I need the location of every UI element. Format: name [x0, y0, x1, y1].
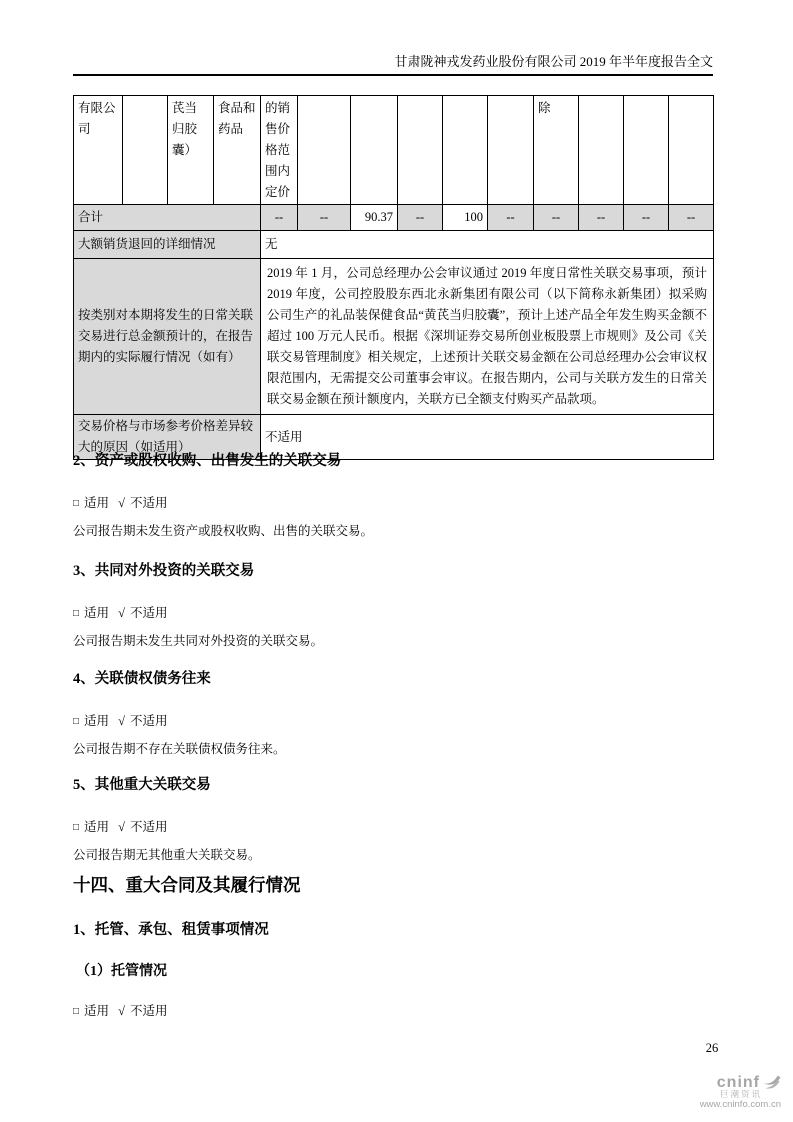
section-other-major-transactions	[73, 776, 718, 864]
total-value-cell: --	[298, 205, 351, 231]
total-value-cell: --	[669, 205, 714, 231]
checkbox-unchecked-icon: □	[73, 608, 80, 619]
section-related-credits-debts	[73, 670, 718, 758]
total-value-cell: 100	[443, 205, 488, 231]
row-value-cell: 不适用	[261, 415, 714, 460]
section-heading: 4、关联债权债务往来	[73, 671, 211, 687]
table-row-total	[74, 205, 714, 231]
section-heading: 2、资产或股权收购、出售发生的关联交易	[73, 453, 342, 469]
check-mark-icon: √	[118, 606, 125, 620]
table-header-cell	[351, 96, 398, 205]
table-header-cell	[579, 96, 624, 205]
applicability-line	[73, 819, 718, 836]
applicable-label: 适用	[84, 606, 110, 620]
header-rule	[73, 74, 713, 76]
table-header-cell: 有限公司	[74, 96, 123, 205]
check-mark-icon: √	[118, 714, 125, 728]
total-value-cell: --	[488, 205, 534, 231]
section-body: 公司报告期未发生共同对外投资的关联交易。	[73, 634, 324, 648]
related-transactions-table	[73, 95, 714, 460]
applicable-label: 适用	[84, 1004, 110, 1018]
table-header-cell	[123, 96, 168, 205]
chapter-heading: 十四、重大合同及其履行情况	[73, 875, 301, 895]
table-header-cell: 的销售价格范围内定价	[261, 96, 298, 205]
table-header-cell: 除	[534, 96, 579, 205]
table-header-cell	[669, 96, 714, 205]
applicability-line	[73, 495, 718, 512]
cninfo-swoosh-icon	[762, 1074, 781, 1090]
table-row-sales-returns	[74, 231, 714, 259]
total-value-cell: --	[579, 205, 624, 231]
total-value-cell: --	[398, 205, 443, 231]
not-applicable-label: 不适用	[129, 1004, 168, 1018]
total-value-cell: 90.37	[351, 205, 398, 231]
total-value-cell: --	[534, 205, 579, 231]
table-header-cell	[624, 96, 669, 205]
total-label-cell: 合计	[74, 205, 261, 231]
applicable-label: 适用	[84, 496, 110, 510]
table-header-cell	[488, 96, 534, 205]
checkbox-unchecked-icon: □	[73, 822, 80, 833]
performance-paragraph: 2019 年 1 月，公司总经理办公会审议通过 2019 年度日常性关联交易事项，预计 2019 年度，公司控股股东西北永新集团有限公司（以下简称永新集团）拟采购公司生产的礼品装保健食品“黄芪当归胶囊”，预计上述产品全年发生购买金额不超过 100 万元人民币。根据《深圳证券交易所创业板股票上市规则》及公司《关联交易管理制度》相关规定，上述预计关联交易金额在公司总经理办公会审议权限范围内，无需提交公司董事会审议。在报告期内，公司与关联方发生的日常关联交易金额在预计额度内，关联方已全额支付购买产品款项。	[267, 266, 707, 406]
table-header-cell: 芪当归胶囊）	[168, 96, 214, 205]
cninfo-logo-top	[700, 1074, 781, 1090]
total-value-cell: --	[624, 205, 669, 231]
applicable-label: 适用	[84, 820, 110, 834]
cninfo-logo	[700, 1074, 781, 1111]
table-header-cell	[298, 96, 351, 205]
table-row-performance	[74, 259, 714, 415]
checkbox-unchecked-icon: □	[73, 1006, 80, 1017]
page-title: 甘肃陇神戎发药业股份有限公司 2019 年半年度报告全文	[394, 54, 713, 69]
subsection-heading-custody: 1、托管、承包、租赁事项情况	[73, 922, 269, 938]
check-mark-icon: √	[118, 1004, 125, 1018]
cninfo-brand-text: cninf	[716, 1073, 760, 1091]
row-label-cell: 交易价格与市场参考价格差异较大的原因（如适用）	[74, 415, 261, 460]
table-header-cell	[398, 96, 443, 205]
table-row-header-continuation	[74, 96, 714, 205]
checkbox-unchecked-icon: □	[73, 498, 80, 509]
not-applicable-label: 不适用	[129, 496, 168, 510]
cninfo-chinese-name: 巨潮资讯	[719, 1089, 762, 1099]
applicability-line	[73, 605, 718, 622]
cninfo-url: www.cninfo.com.cn	[699, 1099, 781, 1110]
row-value-cell: 无	[261, 231, 714, 259]
applicability-line	[73, 1001, 167, 1019]
row-label-cell: 按类别对本期将发生的日常关联交易进行总金额预计的，在报告期内的实际履行情况（如有）	[74, 259, 261, 415]
applicable-label: 适用	[84, 714, 110, 728]
not-applicable-label: 不适用	[129, 606, 168, 620]
applicability-line	[73, 713, 718, 730]
section-heading: 5、其他重大关联交易	[73, 777, 211, 793]
checkbox-unchecked-icon: □	[73, 716, 80, 727]
row-value-cell	[261, 259, 714, 415]
section-joint-investment	[73, 562, 718, 650]
section-heading: 3、共同对外投资的关联交易	[73, 563, 255, 579]
page-number: 26	[705, 1041, 719, 1055]
total-value-cell: --	[261, 205, 298, 231]
section-asset-equity-transactions	[73, 452, 718, 540]
section-body: 公司报告期不存在关联债权债务往来。	[73, 742, 286, 756]
check-mark-icon: √	[118, 496, 125, 510]
check-mark-icon: √	[118, 820, 125, 834]
table-header-cell: 食品和药品	[214, 96, 261, 205]
not-applicable-label: 不适用	[129, 820, 168, 834]
table-header-cell	[443, 96, 488, 205]
section-body: 公司报告期未发生资产或股权收购、出售的关联交易。	[73, 524, 374, 538]
not-applicable-label: 不适用	[129, 714, 168, 728]
section-body: 公司报告期无其他重大关联交易。	[73, 848, 261, 862]
row-label-cell: 大额销货退回的详细情况	[74, 231, 261, 259]
subsection-heading-custody-detail: （1）托管情况	[76, 964, 167, 979]
